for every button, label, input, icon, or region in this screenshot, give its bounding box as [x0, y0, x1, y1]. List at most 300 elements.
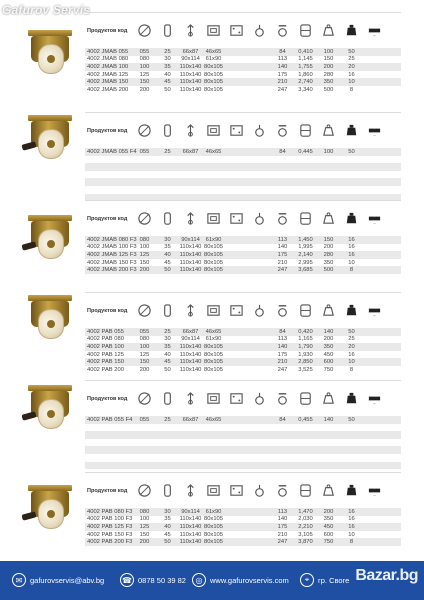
- empty-row: [85, 156, 401, 164]
- spec-cell: 30: [164, 56, 171, 63]
- product-code-cell: 4002 JMAB 125: [87, 71, 129, 78]
- spec-cell: 200: [139, 86, 150, 93]
- spec-cell: 113: [277, 56, 288, 63]
- spec-cell: 25: [164, 148, 171, 155]
- spec-cell: 0,455: [298, 416, 313, 423]
- product-code-cell: 4002 PAB 080 F3: [87, 508, 133, 515]
- table-row: [85, 71, 401, 79]
- spec-cell: 150: [323, 56, 334, 63]
- box-qty-icon: [363, 389, 386, 409]
- spec-cell: 66x87: [182, 328, 199, 335]
- spec-cell: 055: [139, 48, 150, 55]
- bolt-hole-icon: [225, 209, 248, 229]
- product-code-cell: 4002 JMAB 150 F3: [87, 259, 137, 266]
- spec-cell: 45: [164, 531, 171, 538]
- spec-cell: 16: [348, 523, 355, 530]
- spec-cell: 80x105: [203, 244, 224, 251]
- spec-cell: 750: [323, 539, 334, 546]
- city-text: гр. Своге: [318, 575, 350, 585]
- watermark-top: Gafurov Servis: [2, 3, 91, 17]
- empty-row: [85, 163, 401, 171]
- spec-cell: 100: [139, 63, 150, 70]
- spec-cell: 90x114: [181, 56, 200, 63]
- spec-cell: 16: [348, 351, 355, 358]
- wheel-diameter-icon: [133, 209, 156, 229]
- spec-cell: 200: [323, 63, 334, 70]
- spec-cell: 10: [348, 531, 355, 538]
- swivel-icon: [248, 389, 271, 409]
- load-icon: [340, 21, 363, 41]
- load-icon: [340, 209, 363, 229]
- spec-table: [85, 12, 401, 94]
- spec-cell: 125: [139, 251, 150, 258]
- spec-header: [85, 12, 401, 48]
- table-row: [85, 351, 401, 359]
- spec-cell: 0,420: [298, 328, 313, 335]
- spec-cell: 750: [323, 366, 334, 373]
- spec-cell: 055: [139, 328, 150, 335]
- spec-cell: 80x105: [203, 267, 224, 274]
- spec-cell: 080: [139, 56, 150, 63]
- product-code-cell: 4002 PAB 100 F3: [87, 516, 133, 523]
- spec-cell: 175: [277, 251, 288, 258]
- spec-cell: 247: [277, 267, 288, 274]
- spec-cell: 140: [277, 244, 288, 251]
- spec-table: [85, 292, 401, 374]
- spec-cell: 110x140: [179, 79, 202, 86]
- weight-icon: [317, 301, 340, 321]
- caster-photo: [22, 30, 82, 80]
- swivel-icon: [248, 481, 271, 501]
- svg-text:—: —: [373, 33, 376, 38]
- height-icon: [179, 481, 202, 501]
- spec-cell: 110x140: [179, 539, 202, 546]
- spec-cell: 80x105: [203, 523, 224, 530]
- spec-cell: 150: [139, 259, 150, 266]
- svg-text:—: —: [373, 133, 376, 138]
- spec-cell: 1,790: [298, 343, 313, 350]
- bolt-hole-icon: [225, 301, 248, 321]
- product-code-heading: Продуктов код: [87, 215, 128, 222]
- svg-text:—: —: [373, 221, 376, 226]
- product-code-cell: 4002 PAB 150: [87, 359, 124, 366]
- spec-cell: 46x65: [205, 328, 222, 335]
- box-qty-icon: [363, 481, 386, 501]
- spec-cell: 500: [323, 267, 334, 274]
- caster-photo: [22, 215, 82, 265]
- spec-cell: 8: [349, 267, 354, 274]
- spec-cell: 2,995: [298, 259, 313, 266]
- spec-cell: 140: [323, 416, 334, 423]
- plate-size-icon: [202, 301, 225, 321]
- spec-cell: 50: [348, 148, 355, 155]
- product-code-cell: 4002 JMAB 150: [87, 79, 129, 86]
- spec-cell: 2,850: [298, 359, 313, 366]
- spec-cell: 10: [348, 79, 355, 86]
- spec-cell: 1,470: [298, 508, 313, 515]
- product-code-cell: 4002 PAB 125 F3: [87, 523, 133, 530]
- spec-cell: 110x140: [179, 359, 202, 366]
- email-text: gafurovservis@abv.bg: [30, 575, 105, 585]
- spec-cell: 110x140: [179, 343, 202, 350]
- spec-cell: 150: [323, 236, 334, 243]
- spec-cell: 66x87: [182, 416, 199, 423]
- product-code-cell: 4002 PAB 100: [87, 343, 124, 350]
- height-icon: [179, 209, 202, 229]
- product-code-heading: Продуктов код: [87, 307, 128, 314]
- spec-cell: 3,105: [298, 531, 313, 538]
- product-code-cell: 4002 JMAB 200 F3: [87, 267, 137, 274]
- wheel-diameter-icon: [133, 121, 156, 141]
- spec-cell: 66x87: [182, 148, 199, 155]
- table-row: [85, 251, 401, 259]
- product-code-cell: 4002 PAB 055: [87, 328, 124, 335]
- plate-size-icon: [202, 481, 225, 501]
- spec-cell: 66x87: [182, 48, 199, 55]
- width-icon: [156, 209, 179, 229]
- spec-cell: 20: [348, 63, 355, 70]
- spec-table: [85, 200, 401, 274]
- table-row: [85, 259, 401, 267]
- empty-row: [85, 439, 401, 447]
- width-icon: [156, 121, 179, 141]
- spec-cell: 16: [348, 251, 355, 258]
- weight-icon: [317, 481, 340, 501]
- globe-icon: ◎: [192, 573, 206, 587]
- brake-icon: [271, 21, 294, 41]
- spec-cell: 16: [348, 236, 355, 243]
- product-code-heading: Продуктов код: [87, 127, 128, 134]
- swivel-icon: [248, 301, 271, 321]
- spec-cell: 3,870: [298, 539, 313, 546]
- width-icon: [156, 389, 179, 409]
- swivel-icon: [248, 121, 271, 141]
- spec-cell: 46x65: [205, 148, 222, 155]
- spec-cell: 8: [349, 539, 354, 546]
- spec-cell: 25: [164, 48, 171, 55]
- table-row: [85, 86, 401, 94]
- plate-size-icon: [202, 121, 225, 141]
- brake-pedal: [21, 511, 36, 520]
- spec-cell: 110x140: [179, 244, 202, 251]
- table-row: [85, 148, 401, 156]
- spec-cell: 80x105: [203, 79, 224, 86]
- spec-cell: 125: [139, 523, 150, 530]
- spec-cell: 1,995: [298, 244, 313, 251]
- product-code-cell: 4002 JMAB 055: [87, 48, 129, 55]
- brake-icon: [271, 209, 294, 229]
- spec-cell: 110x140: [179, 63, 202, 70]
- axle-icon: [294, 481, 317, 501]
- spec-cell: 16: [348, 508, 355, 515]
- axle-icon: [294, 121, 317, 141]
- spec-cell: 113: [277, 236, 288, 243]
- svg-text:—: —: [373, 313, 376, 318]
- phone-text: 0878 50 39 82: [138, 575, 186, 585]
- product-code-heading: Продуктов код: [87, 27, 128, 34]
- caster-photo: [22, 295, 82, 345]
- spec-cell: 80x105: [203, 71, 224, 78]
- location-icon: ⌖: [300, 573, 314, 587]
- spec-cell: 140: [277, 63, 288, 70]
- spec-cell: 25: [348, 336, 355, 343]
- product-code-cell: 4002 JMAB 100 F3: [87, 244, 137, 251]
- spec-header: [85, 200, 401, 236]
- spec-cell: 175: [277, 523, 288, 530]
- spec-cell: 600: [323, 359, 334, 366]
- spec-cell: 055: [139, 148, 150, 155]
- spec-cell: 35: [164, 63, 171, 70]
- empty-row: [85, 178, 401, 186]
- spec-cell: 080: [139, 508, 150, 515]
- spec-cell: 100: [139, 516, 150, 523]
- empty-row: [85, 454, 401, 462]
- spec-cell: 3,525: [298, 366, 313, 373]
- caster-photo: [22, 115, 82, 165]
- box-qty-icon: [363, 121, 386, 141]
- spec-cell: 45: [164, 79, 171, 86]
- axle-icon: [294, 209, 317, 229]
- load-icon: [340, 481, 363, 501]
- wheel-diameter-icon: [133, 21, 156, 41]
- spec-cell: 200: [323, 244, 334, 251]
- spec-cell: 90x114: [181, 336, 200, 343]
- spec-cell: 40: [164, 251, 171, 258]
- product-code-cell: 4002 PAB 150 F3: [87, 531, 133, 538]
- load-icon: [340, 121, 363, 141]
- spec-cell: 247: [277, 539, 288, 546]
- spec-cell: 125: [139, 71, 150, 78]
- spec-cell: 45: [164, 259, 171, 266]
- spec-cell: 61x90: [205, 236, 222, 243]
- weight-icon: [317, 121, 340, 141]
- bolt-hole-icon: [225, 389, 248, 409]
- table-row: [85, 244, 401, 252]
- empty-row: [85, 171, 401, 179]
- spec-cell: 175: [277, 351, 288, 358]
- spec-cell: 200: [323, 336, 334, 343]
- spec-cell: 1,145: [298, 56, 313, 63]
- spec-cell: 200: [323, 508, 334, 515]
- product-code-cell: 4002 JMAB 200: [87, 86, 129, 93]
- phone-icon: ☎: [120, 573, 134, 587]
- table-row: [85, 538, 401, 546]
- product-code-cell: 4002 PAB 080: [87, 336, 124, 343]
- footer-email[interactable]: [12, 573, 104, 587]
- table-row: [85, 416, 401, 424]
- bolt-hole-icon: [225, 21, 248, 41]
- spec-cell: 35: [164, 244, 171, 251]
- spec-cell: 110x140: [179, 516, 202, 523]
- bazar-watermark: Bazar.bg: [355, 567, 418, 584]
- spec-cell: 100: [139, 244, 150, 251]
- table-row: [85, 343, 401, 351]
- spec-cell: 50: [164, 267, 171, 274]
- spec-cell: 150: [139, 531, 150, 538]
- spec-cell: 84: [279, 416, 286, 423]
- spec-cell: 600: [323, 531, 334, 538]
- spec-cell: 200: [139, 539, 150, 546]
- height-icon: [179, 301, 202, 321]
- spec-cell: 350: [323, 516, 334, 523]
- spec-cell: 350: [323, 259, 334, 266]
- product-code-cell: 4002 JMAB 080 F3: [87, 236, 137, 243]
- spec-cell: 40: [164, 71, 171, 78]
- spec-cell: 247: [277, 86, 288, 93]
- product-code-cell: 4002 JMAB 080: [87, 56, 129, 63]
- brake-icon: [271, 389, 294, 409]
- spec-cell: 175: [277, 71, 288, 78]
- spec-cell: 50: [164, 366, 171, 373]
- empty-row: [85, 446, 401, 454]
- wheel-diameter-icon: [133, 389, 156, 409]
- spec-cell: 200: [139, 366, 150, 373]
- spec-table: [85, 472, 401, 546]
- weight-icon: [317, 209, 340, 229]
- empty-row: [85, 462, 401, 470]
- spec-cell: 2,030: [298, 516, 313, 523]
- spec-cell: 80x105: [203, 366, 224, 373]
- table-row: [85, 236, 401, 244]
- plate-size-icon: [202, 389, 225, 409]
- footer-phone[interactable]: [120, 573, 186, 587]
- box-qty-icon: [363, 21, 386, 41]
- spec-cell: 30: [164, 236, 171, 243]
- spec-cell: 80x105: [203, 63, 224, 70]
- axle-icon: [294, 389, 317, 409]
- spec-cell: 110x140: [179, 366, 202, 373]
- spec-cell: 247: [277, 366, 288, 373]
- spec-cell: 080: [139, 336, 150, 343]
- brake-pedal: [21, 411, 36, 420]
- brake-pedal: [21, 241, 36, 250]
- spec-cell: 450: [323, 351, 334, 358]
- spec-cell: 40: [164, 523, 171, 530]
- box-qty-icon: [363, 209, 386, 229]
- width-icon: [156, 301, 179, 321]
- spec-cell: 80x105: [203, 531, 224, 538]
- bolt-hole-icon: [225, 481, 248, 501]
- spec-cell: 2,740: [298, 79, 313, 86]
- wheel-diameter-icon: [133, 301, 156, 321]
- spec-cell: 1,930: [298, 351, 313, 358]
- product-code-cell: 4002 PAB 055 F4: [87, 416, 133, 423]
- table-row: [85, 366, 401, 374]
- table-row: [85, 328, 401, 336]
- spec-cell: 3,685: [298, 267, 313, 274]
- spec-cell: 25: [164, 416, 171, 423]
- spec-cell: 100: [323, 148, 334, 155]
- load-icon: [340, 389, 363, 409]
- product-code-cell: 4002 JMAB 055 F4: [87, 148, 137, 155]
- table-row: [85, 523, 401, 531]
- spec-cell: 110x140: [179, 86, 202, 93]
- spec-cell: 1,165: [298, 336, 313, 343]
- spec-cell: 80x105: [203, 259, 224, 266]
- spec-cell: 2,210: [298, 523, 313, 530]
- caster-photo: [22, 385, 82, 435]
- height-icon: [179, 21, 202, 41]
- brake-icon: [271, 301, 294, 321]
- width-icon: [156, 21, 179, 41]
- footer-bar: [0, 561, 424, 600]
- spec-cell: 25: [164, 328, 171, 335]
- spec-cell: 80x105: [203, 539, 224, 546]
- spec-cell: 110x140: [179, 259, 202, 266]
- spec-cell: 113: [277, 508, 288, 515]
- spec-cell: 40: [164, 351, 171, 358]
- spec-cell: 500: [323, 86, 334, 93]
- product-code-cell: 4002 PAB 200: [87, 366, 124, 373]
- spec-cell: 280: [323, 71, 334, 78]
- axle-icon: [294, 21, 317, 41]
- spec-cell: 350: [323, 343, 334, 350]
- plate-size-icon: [202, 21, 225, 41]
- width-icon: [156, 481, 179, 501]
- website-text: www.gafurovservis.com: [210, 575, 289, 585]
- spec-cell: 10: [348, 359, 355, 366]
- table-row: [85, 531, 401, 539]
- spec-cell: 84: [279, 148, 286, 155]
- brake-pedal: [21, 141, 36, 150]
- footer-website[interactable]: [192, 573, 289, 587]
- table-row: [85, 266, 401, 274]
- spec-cell: 46x65: [205, 416, 222, 423]
- spec-cell: 210: [277, 359, 288, 366]
- table-row: [85, 358, 401, 366]
- spec-cell: 45: [164, 359, 171, 366]
- spec-cell: 2,140: [298, 251, 313, 258]
- table-row: [85, 63, 401, 71]
- spec-cell: 110x140: [179, 267, 202, 274]
- svg-text:—: —: [373, 493, 376, 498]
- product-code-cell: 4002 PAB 200 F3: [87, 539, 133, 546]
- spec-cell: 16: [348, 244, 355, 251]
- spec-cell: 110x140: [179, 523, 202, 530]
- spec-header: [85, 112, 401, 148]
- spec-cell: 8: [349, 366, 354, 373]
- plate-size-icon: [202, 209, 225, 229]
- product-code-cell: 4002 PAB 125: [87, 351, 124, 358]
- table-row: [85, 56, 401, 64]
- spec-cell: 210: [277, 259, 288, 266]
- spec-cell: 110x140: [179, 251, 202, 258]
- spec-cell: 16: [348, 516, 355, 523]
- weight-icon: [317, 21, 340, 41]
- spec-cell: 113: [277, 336, 288, 343]
- spec-cell: 280: [323, 251, 334, 258]
- load-icon: [340, 301, 363, 321]
- spec-cell: 20: [348, 343, 355, 350]
- spec-cell: 90x114: [181, 236, 200, 243]
- spec-cell: 350: [323, 79, 334, 86]
- spec-cell: 50: [164, 86, 171, 93]
- spec-cell: 46x65: [205, 48, 222, 55]
- spec-cell: 0,445: [298, 148, 313, 155]
- spec-cell: 35: [164, 516, 171, 523]
- spec-cell: 150: [139, 79, 150, 86]
- spec-cell: 10: [348, 259, 355, 266]
- spec-cell: 16: [348, 71, 355, 78]
- spec-cell: 50: [348, 48, 355, 55]
- spec-cell: 210: [277, 79, 288, 86]
- height-icon: [179, 121, 202, 141]
- spec-cell: 61x90: [205, 508, 222, 515]
- empty-row: [85, 424, 401, 432]
- bolt-hole-icon: [225, 121, 248, 141]
- empty-row: [85, 186, 401, 194]
- spec-cell: 140: [277, 516, 288, 523]
